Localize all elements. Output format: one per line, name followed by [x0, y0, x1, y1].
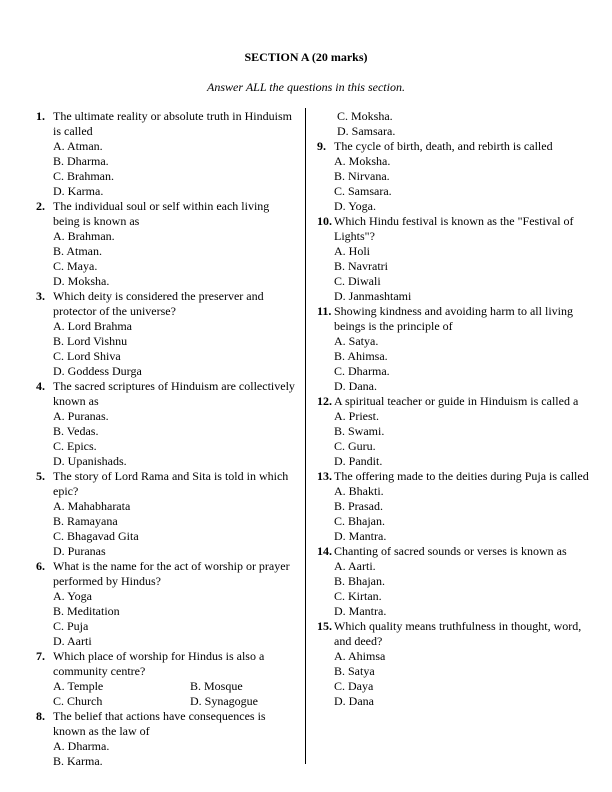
option-b: B. Mosque — [190, 679, 243, 693]
question-number: 12. — [317, 394, 332, 408]
question-text: The sacred scriptures of Hinduism are collectively known as — [53, 379, 295, 408]
option-a: A. Priest. — [334, 409, 379, 423]
option-d: D. Upanishads. — [53, 454, 127, 468]
question-9 — [317, 139, 589, 214]
option-b: B. Ramayana — [53, 514, 118, 528]
option-a: A. Ahimsa — [334, 649, 386, 663]
question-text: The offering made to the deities during Puja is called — [334, 469, 589, 483]
question-number: 10. — [317, 214, 332, 228]
question-6 — [36, 559, 296, 649]
option-d: D. Moksha. — [53, 274, 110, 288]
question-number: 11. — [317, 304, 332, 318]
option-d: D. Mantra. — [334, 529, 387, 543]
option-a: A. Brahman. — [53, 229, 115, 243]
option-b: B. Meditation — [53, 604, 120, 618]
option-d: D. Synagogue — [190, 694, 258, 708]
option-c: C. Samsara. — [334, 184, 392, 198]
option-d: D. Goddess Durga — [53, 364, 142, 378]
question-number: 1. — [36, 109, 45, 123]
question-text: Showing kindness and avoiding harm to all living beings is the principle of — [334, 304, 573, 333]
option-a: A. Satya. — [334, 334, 379, 348]
question-number: 2. — [36, 199, 45, 213]
option-d: D. Mantra. — [334, 604, 387, 618]
question-text: What is the name for the act of worship or prayer performed by Hindus? — [53, 559, 290, 588]
option-c: C. Brahman. — [53, 169, 114, 183]
question-number: 9. — [317, 139, 326, 153]
question-8-continued — [317, 109, 589, 139]
question-4 — [36, 379, 296, 469]
option-c: C. Moksha. — [337, 109, 393, 123]
option-a: A. Lord Brahma — [53, 319, 132, 333]
question-text: The belief that actions have consequences is known as the law of — [53, 709, 266, 738]
option-c: C. Bhajan. — [334, 514, 385, 528]
option-c: C. Maya. — [53, 259, 98, 273]
question-11 — [317, 304, 589, 394]
question-text: Which quality means truthfulness in thought, word, and deed? — [334, 619, 582, 648]
question-10 — [317, 214, 589, 304]
option-d: D. Karma. — [53, 184, 104, 198]
question-text: A spiritual teacher or guide in Hinduism is called a — [334, 394, 579, 408]
section-title: SECTION A (20 marks) — [244, 50, 368, 64]
question-number: 7. — [36, 649, 45, 663]
option-c: C. Diwali — [334, 274, 381, 288]
question-number: 5. — [36, 469, 45, 483]
question-text: Chanting of sacred sounds or verses is known as — [334, 544, 567, 558]
option-a: A. Moksha. — [334, 154, 391, 168]
option-b: B. Nirvana. — [334, 169, 390, 183]
question-number: 4. — [36, 379, 45, 393]
option-b: B. Dharma. — [53, 154, 109, 168]
option-d: D. Aarti — [53, 634, 92, 648]
option-d: D. Dana. — [334, 379, 377, 393]
right-column — [317, 109, 589, 709]
option-b: B. Karma. — [53, 754, 103, 768]
question-text: The ultimate reality or absolute truth in Hinduism is called — [53, 109, 292, 138]
option-c: C. Church — [53, 694, 103, 708]
question-7 — [36, 649, 296, 709]
option-c: C. Guru. — [334, 439, 376, 453]
question-5 — [36, 469, 296, 559]
option-d: D. Puranas — [53, 544, 106, 558]
option-b: B. Atman. — [53, 244, 103, 258]
question-number: 6. — [36, 559, 45, 573]
option-a: A. Mahabharata — [53, 499, 131, 513]
option-b: B. Vedas. — [53, 424, 99, 438]
option-b: B. Bhajan. — [334, 574, 385, 588]
option-a: A. Dharma. — [53, 739, 110, 753]
option-a: A. Yoga — [53, 589, 93, 603]
option-a: A. Aarti. — [334, 559, 376, 573]
question-15 — [317, 619, 589, 709]
option-b: B. Ahimsa. — [334, 349, 388, 363]
question-text: The individual soul or self within each living being is known as — [53, 199, 270, 228]
option-c: C. Epics. — [53, 439, 97, 453]
question-number: 8. — [36, 709, 45, 723]
option-a: A. Puranas. — [53, 409, 109, 423]
question-text: Which place of worship for Hindus is also a community centre? — [53, 649, 265, 678]
option-b: B. Navratri — [334, 259, 388, 273]
option-c: C. Puja — [53, 619, 89, 633]
question-3 — [36, 289, 296, 379]
question-number: 3. — [36, 289, 45, 303]
option-a: A. Holi — [334, 244, 370, 258]
option-b: B. Swami. — [334, 424, 385, 438]
option-a: A. Atman. — [53, 139, 103, 153]
question-13 — [317, 469, 589, 544]
option-d: D. Yoga. — [334, 199, 377, 213]
option-d: D. Janmashtami — [334, 289, 412, 303]
option-d: D. Dana — [334, 694, 374, 708]
option-b: B. Satya — [334, 664, 375, 678]
question-12 — [317, 394, 589, 469]
option-b: B. Prasad. — [334, 499, 383, 513]
question-text: Which Hindu festival is known as the "Festival of Lights"? — [334, 214, 574, 243]
option-b: B. Lord Vishnu — [53, 334, 128, 348]
option-c: C. Kirtan. — [334, 589, 382, 603]
question-number: 15. — [317, 619, 332, 633]
option-a: A. Temple — [53, 679, 104, 693]
option-d: D. Samsara. — [337, 124, 396, 138]
option-c: C. Dharma. — [334, 364, 390, 378]
option-d: D. Pandit. — [334, 454, 383, 468]
question-number: 13. — [317, 469, 332, 483]
question-2 — [36, 199, 296, 289]
question-8 — [36, 709, 296, 769]
left-column — [36, 109, 296, 769]
question-number: 14. — [317, 544, 332, 558]
option-a: A. Bhakti. — [334, 484, 384, 498]
option-c: C. Lord Shiva — [53, 349, 121, 363]
question-text: The cycle of birth, death, and rebirth is called — [334, 139, 553, 153]
question-text: Which deity is considered the preserver and protector of the universe? — [53, 289, 264, 318]
option-c: C. Bhagavad Gita — [53, 529, 139, 543]
question-1 — [36, 109, 296, 199]
instruction-text: Answer ALL the questions in this section. — [207, 80, 405, 94]
question-text: The story of Lord Rama and Sita is told in which epic? — [53, 469, 289, 498]
question-14 — [317, 544, 589, 619]
column-divider — [305, 108, 306, 764]
option-c: C. Daya — [334, 679, 374, 693]
